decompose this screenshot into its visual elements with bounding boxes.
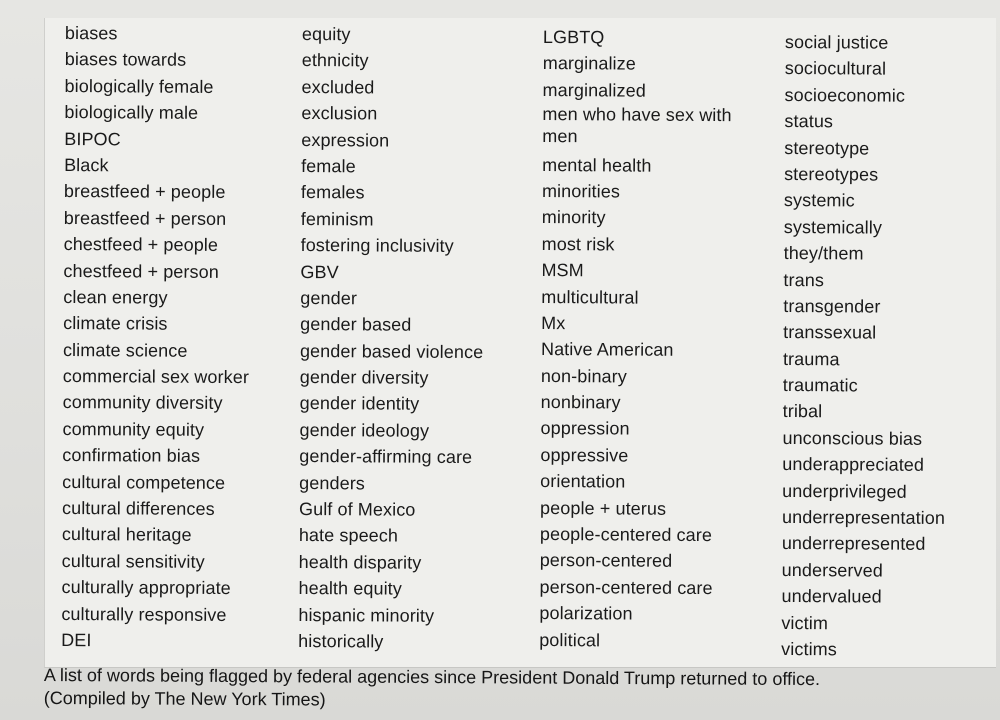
flagged-word: socioeconomic	[784, 84, 906, 106]
flagged-word: underrepresented	[781, 533, 926, 555]
flagged-word: climate crisis	[63, 313, 168, 334]
flagged-word: social justice	[784, 31, 889, 53]
flagged-word: cultural sensitivity	[61, 550, 205, 572]
flagged-word: Black	[64, 154, 109, 176]
flagged-word: gender-affirming care	[299, 446, 473, 468]
flagged-word: culturally appropriate	[61, 577, 231, 599]
flagged-word: underappreciated	[782, 454, 925, 476]
flagged-word: cultural competence	[62, 471, 226, 493]
flagged-word: systemically	[783, 216, 883, 238]
flagged-word: traumatic	[782, 375, 858, 396]
flagged-word: nonbinary	[540, 392, 621, 413]
flagged-word: biases towards	[64, 49, 187, 71]
flagged-word: gender based	[300, 314, 412, 335]
flagged-word: non-binary	[540, 365, 627, 387]
flagged-word: men who have sex with men	[542, 104, 732, 147]
flagged-word: orientation	[540, 471, 626, 492]
flagged-word: stereotypes	[784, 163, 879, 185]
flagged-word: political	[539, 629, 601, 650]
flagged-word: tribal	[782, 401, 823, 422]
flagged-word: gender diversity	[299, 367, 429, 388]
flagged-word: breastfeed + person	[63, 207, 227, 229]
flagged-word: biologically female	[64, 75, 214, 97]
flagged-word: victim	[781, 612, 829, 633]
flagged-word: expression	[301, 129, 390, 151]
flagged-word: transsexual	[783, 322, 877, 343]
flagged-word: biologically male	[64, 102, 199, 123]
flagged-word: exclusion	[301, 103, 378, 124]
flagged-word: most risk	[541, 233, 615, 255]
flagged-word: cultural heritage	[61, 524, 192, 546]
flagged-word: hispanic minority	[298, 604, 435, 626]
flagged-word: they/them	[783, 243, 864, 264]
flagged-word: undervalued	[781, 586, 882, 607]
flagged-word: transgender	[783, 295, 881, 317]
flagged-word: GBV	[300, 261, 339, 282]
flagged-word: underserved	[781, 559, 883, 581]
flagged-word: community diversity	[62, 392, 223, 414]
flagged-word: BIPOC	[64, 128, 121, 149]
flagged-word: Gulf of Mexico	[298, 499, 416, 520]
flagged-word: person-centered	[539, 550, 673, 572]
flagged-words-box	[44, 18, 996, 668]
flagged-word: minority	[541, 207, 606, 228]
flagged-word: ethnicity	[301, 50, 369, 71]
flagged-word: stereotype	[784, 137, 870, 159]
caption-line-2: (Compiled by The New York Times)	[43, 687, 326, 710]
flagged-word: people + uterus	[539, 497, 667, 519]
flagged-word: oppressive	[540, 444, 629, 466]
flagged-word: DEI	[61, 629, 92, 651]
flagged-word: cultural differences	[61, 498, 215, 519]
flagged-word: sociocultural	[784, 58, 887, 80]
flagged-word: fostering inclusivity	[300, 235, 454, 257]
caption	[44, 664, 984, 715]
flagged-word: oppression	[540, 418, 630, 440]
flagged-word: excluded	[301, 76, 375, 98]
flagged-word: underrepresentation	[781, 507, 946, 529]
flagged-word: person-centered care	[539, 576, 713, 598]
flagged-word: chestfeed + people	[63, 234, 219, 256]
flagged-word: commercial sex worker	[62, 366, 250, 388]
flagged-word: unconscious bias	[782, 427, 923, 449]
flagged-word: community equity	[62, 418, 205, 440]
flagged-word: breastfeed + people	[63, 181, 226, 203]
flagged-word: climate science	[62, 339, 188, 361]
flagged-word: multicultural	[541, 286, 639, 308]
flagged-word: Native American	[540, 339, 674, 361]
flagged-word: gender ideology	[299, 419, 430, 441]
flagged-word: health disparity	[298, 551, 422, 573]
flagged-word: victims	[781, 638, 837, 660]
flagged-word: underprivileged	[782, 480, 907, 502]
flagged-word: mental health	[542, 154, 652, 176]
flagged-word: historically	[298, 630, 384, 652]
flagged-word: people-centered care	[539, 524, 713, 546]
flagged-word: female	[301, 155, 356, 177]
flagged-word: marginalize	[542, 53, 636, 74]
word-column-3	[539, 24, 758, 654]
flagged-word: gender	[300, 287, 358, 309]
flagged-word: hate speech	[298, 525, 399, 547]
flagged-word: clean energy	[63, 286, 168, 308]
flagged-word: gender identity	[299, 393, 420, 415]
flagged-word: minorities	[541, 180, 621, 202]
flagged-word: LGBTQ	[542, 26, 605, 48]
flagged-word: equity	[301, 23, 351, 45]
caption-line-1: A list of words being flagged by federal agencies since President Donald Trump returned to office.	[43, 665, 821, 690]
flagged-word: trauma	[782, 348, 840, 370]
flagged-word: status	[784, 111, 834, 132]
word-column-4	[781, 29, 948, 663]
flagged-word: systemic	[783, 190, 855, 211]
flagged-word: females	[300, 182, 365, 203]
word-column-1	[61, 20, 251, 655]
word-column-2	[298, 21, 485, 655]
flagged-word: MSM	[541, 260, 584, 281]
flagged-word: biases	[64, 22, 118, 44]
flagged-word: chestfeed + person	[63, 260, 219, 282]
flagged-word: health equity	[298, 578, 402, 599]
flagged-word: marginalized	[542, 79, 646, 101]
flagged-word: Mx	[541, 312, 566, 334]
flagged-word: genders	[299, 472, 365, 494]
flagged-word: trans	[783, 269, 825, 290]
flagged-word: culturally responsive	[61, 603, 227, 625]
flagged-word: confirmation bias	[62, 445, 201, 467]
flagged-word: polarization	[539, 603, 633, 624]
flagged-word: feminism	[300, 208, 374, 230]
flagged-word: gender based violence	[299, 340, 484, 362]
